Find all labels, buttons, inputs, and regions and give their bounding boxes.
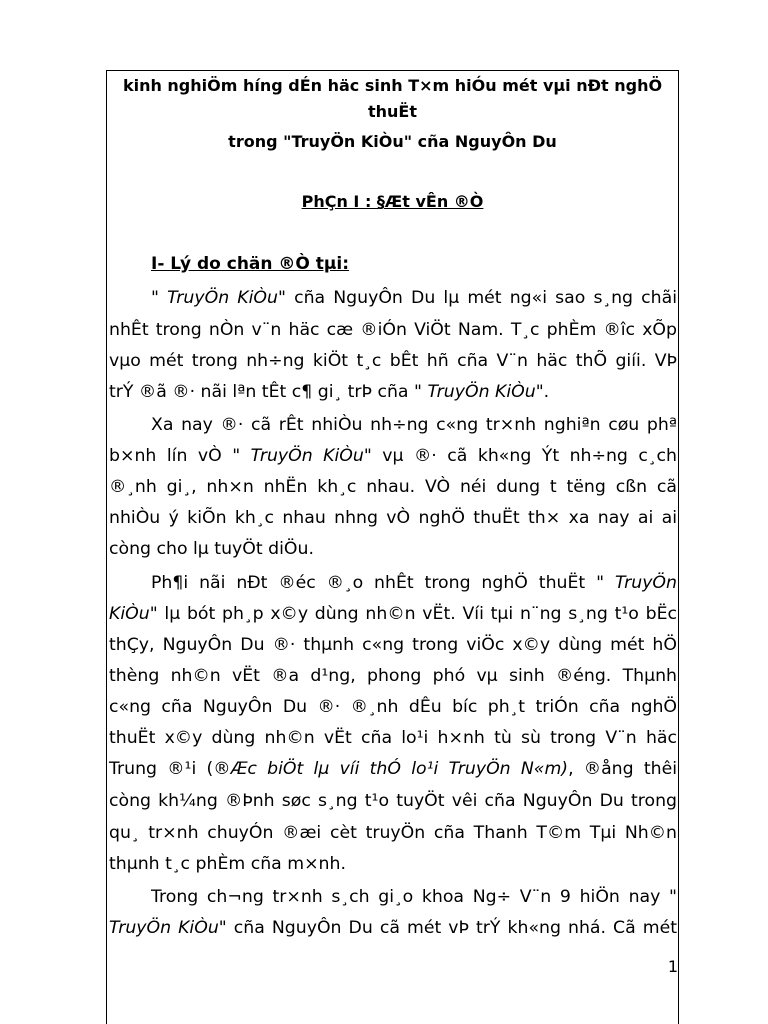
body-line-text: Xa nay ®· cã rÊt nhiÒu nh÷ng c«ng tr×nh nghiªn cøu phª	[151, 415, 677, 435]
body-line-text: còng cho lµ tuyÖt diÖu.	[109, 539, 314, 559]
body-line	[109, 319, 677, 341]
body-line-text: trÝ ®ã ®· nãi lªn tÊt c¶ gi¸ trÞ cña "	[109, 382, 428, 402]
subsection-heading: I- Lý do chän ®Ò tµi:	[151, 254, 350, 274]
doc-title-line-2: thuËt	[367, 102, 417, 121]
body-line-italic: TruyÖn	[614, 573, 677, 593]
body-line	[109, 917, 677, 939]
body-line	[109, 634, 677, 656]
body-line	[109, 790, 677, 812]
body-line-text: thèng nh©n vËt ®a d¹ng, phong phó vµ sinh ®éng. Thµnh	[109, 666, 677, 686]
body-line	[109, 381, 677, 403]
doc-title-line-1: kinh nghiÖm híng dÉn häc sinh T×m hiÓu mét vµi nÐt nghÖ	[122, 76, 663, 95]
body-line	[109, 350, 677, 372]
doc-title-line-3: trong "TruyÖn KiÒu" cña NguyÔn Du	[228, 132, 557, 151]
body-line-text: ".	[535, 382, 550, 402]
body-line	[109, 538, 677, 560]
body-line	[109, 727, 677, 749]
body-line	[109, 822, 677, 844]
body-line-text: Trong ch¬ng tr×nh s¸ch gi¸o khoa Ng÷ V¨n 9 hiÖn nay "	[151, 887, 677, 907]
body-line-text: thÇy, NguyÔn Du ®· thµnh c«ng trong viÖc x©y dùng mét hÖ	[109, 635, 677, 655]
body-line	[109, 507, 677, 529]
body-line	[109, 476, 677, 498]
body-line-text: " vµ ®· cã kh«ng Ýt nh÷ng c¸ch	[363, 446, 677, 466]
body-line-italic: TruyÖn KiÒu	[427, 382, 536, 402]
body-line-italic: ®Æc biÖt lµ víi thÓ lo¹i TruyÖn N«m)	[213, 759, 569, 779]
body-line	[109, 696, 677, 718]
body-line	[151, 414, 677, 436]
body-line	[109, 853, 677, 875]
body-line	[109, 603, 677, 625]
body-line	[109, 665, 677, 687]
body-line-text: b×nh lín vÒ "	[109, 446, 251, 466]
body-line-text: c«ng cña NguyÔn Du ®· ®¸nh dÊu bíc ph¸t triÓn cña nghÖ	[109, 697, 677, 717]
body-line-italic: TruyÖn KiÒu	[109, 918, 219, 938]
body-line-text: thuËt x©y dùng nh©n vËt cña lo¹i h×nh tù sù trong V¨n häc	[109, 728, 677, 748]
body-line	[151, 287, 677, 309]
body-line	[109, 445, 677, 467]
body-line-italic: TruyÖn KiÒu	[167, 288, 278, 308]
body-line-italic: TruyÖn KiÒu	[250, 446, 364, 466]
document-frame	[106, 70, 679, 1024]
body-line-text: nhiÒu ý kiÕn kh¸c nhau nhng vÒ nghÖ thuËt th× xa nay ai ai	[109, 508, 677, 528]
body-line-text: Trung ®¹i (	[109, 759, 214, 779]
body-line	[151, 572, 677, 594]
body-line-text: qu¸ tr×nh chuyÓn ®æi cèt truyÖn cña Thanh T©m Tµi Nh©n	[109, 823, 677, 843]
body-line-text: thµnh t¸c phÈm cña m×nh.	[109, 854, 346, 874]
body-line-text: , ®ång thêi	[568, 759, 678, 779]
body-line	[151, 886, 677, 908]
body-line-text: " cña NguyÔn Du lµ mét ng«i sao s¸ng chãi	[277, 288, 677, 308]
page-number: 1	[667, 957, 678, 976]
body-line-text: còng kh¼ng ®Þnh søc s¸ng t¹o tuyÖt vêi cña NguyÔn Du trong	[109, 791, 677, 811]
body-line-text: " cña NguyÔn Du cã mét vÞ trÝ kh«ng nhá. Cã mét	[218, 918, 677, 938]
body-line-text: ®¸nh gi¸, nh×n nhËn kh¸c nhau. VÒ néi dung t tëng cßn cã	[109, 477, 677, 497]
section-heading: PhÇn I : §Æt vÊn ®Ò	[301, 192, 484, 211]
body-line-italic: KiÒu	[109, 604, 150, 624]
body-line-text: " lµ bót ph¸p x©y dùng nh©n vËt. Víi tµi n¨ng s¸ng t¹o bËc	[149, 604, 677, 624]
body-line-text: vµo mét trong nh÷ng kiÖt t¸c bÊt hñ cña V¨n häc thÕ giíi. VÞ	[109, 351, 677, 371]
body-line-text: nhÊt trong nÒn v¨n häc cæ ®iÓn ViÖt Nam. T¸c phÈm ®îc xÕp	[109, 320, 677, 340]
body-line	[109, 758, 677, 780]
body-line-text: Ph¶i nãi nÐt ®éc ®¸o nhÊt trong nghÖ thuËt "	[151, 573, 615, 593]
body-line-text: "	[151, 288, 168, 308]
